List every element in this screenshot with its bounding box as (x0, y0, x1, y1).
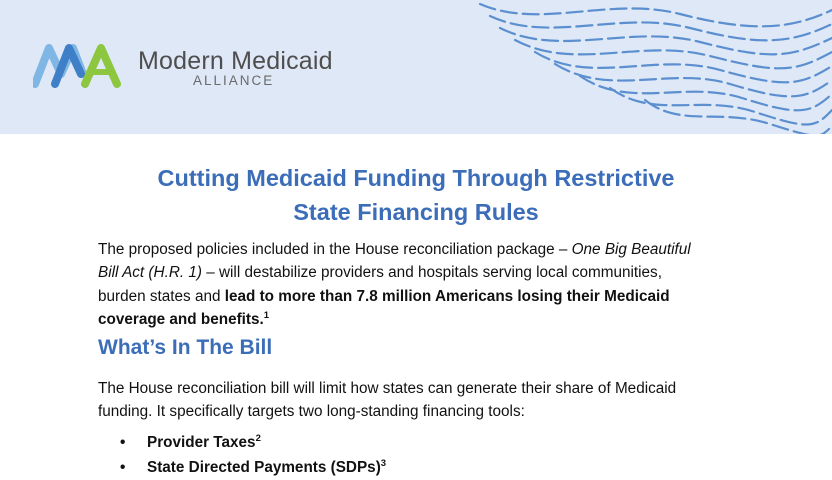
bill-title-italic: Bill Act (H.R. 1) (98, 264, 202, 282)
section-paragraph (98, 377, 738, 424)
wave-pattern-decoration (460, 0, 832, 134)
intro-text: – will destabilize providers and hospitals serving local communities, (201, 264, 662, 282)
list-item-text: Provider Taxes (147, 434, 256, 451)
page-title (0, 161, 832, 229)
financing-tools-list (120, 430, 386, 480)
intro-line (98, 238, 738, 261)
section-line: The House reconciliation bill will limit how states can generate their share of Medicaid (98, 380, 677, 397)
intro-paragraph (98, 238, 738, 331)
list-item (120, 455, 386, 480)
alliance-logo (33, 42, 123, 88)
brand-name: Modern Medicaid (138, 47, 333, 75)
footnote-ref: 1 (263, 309, 270, 321)
list-item-text: State Directed Payments (SDPs) (147, 459, 381, 476)
intro-bold-claim: lead to more than 7.8 million Americans losing their Medicaid (224, 287, 670, 305)
section-heading: What’s In The Bill (98, 336, 273, 359)
section-line: funding. It specifically targets two long-standing financing tools: (98, 403, 525, 421)
intro-line (98, 285, 738, 308)
footnote-ref: 2 (255, 432, 261, 444)
header-banner (0, 0, 832, 134)
bill-title-italic: One Big Beautiful (571, 241, 691, 258)
intro-text: burden states and (98, 287, 225, 305)
footnote-ref: 3 (380, 457, 387, 469)
page-title-line-1: Cutting Medicaid Funding Through Restrictive (157, 165, 675, 191)
list-item (120, 430, 386, 455)
intro-text: The proposed policies included in the House reconciliation package – (98, 241, 572, 258)
intro-line (98, 261, 738, 284)
brand-subtitle: ALLIANCE (193, 73, 275, 88)
intro-bold-claim: coverage and benefits. (98, 310, 264, 328)
page-title-line-2: State Financing Rules (293, 199, 539, 225)
intro-line (98, 308, 738, 331)
